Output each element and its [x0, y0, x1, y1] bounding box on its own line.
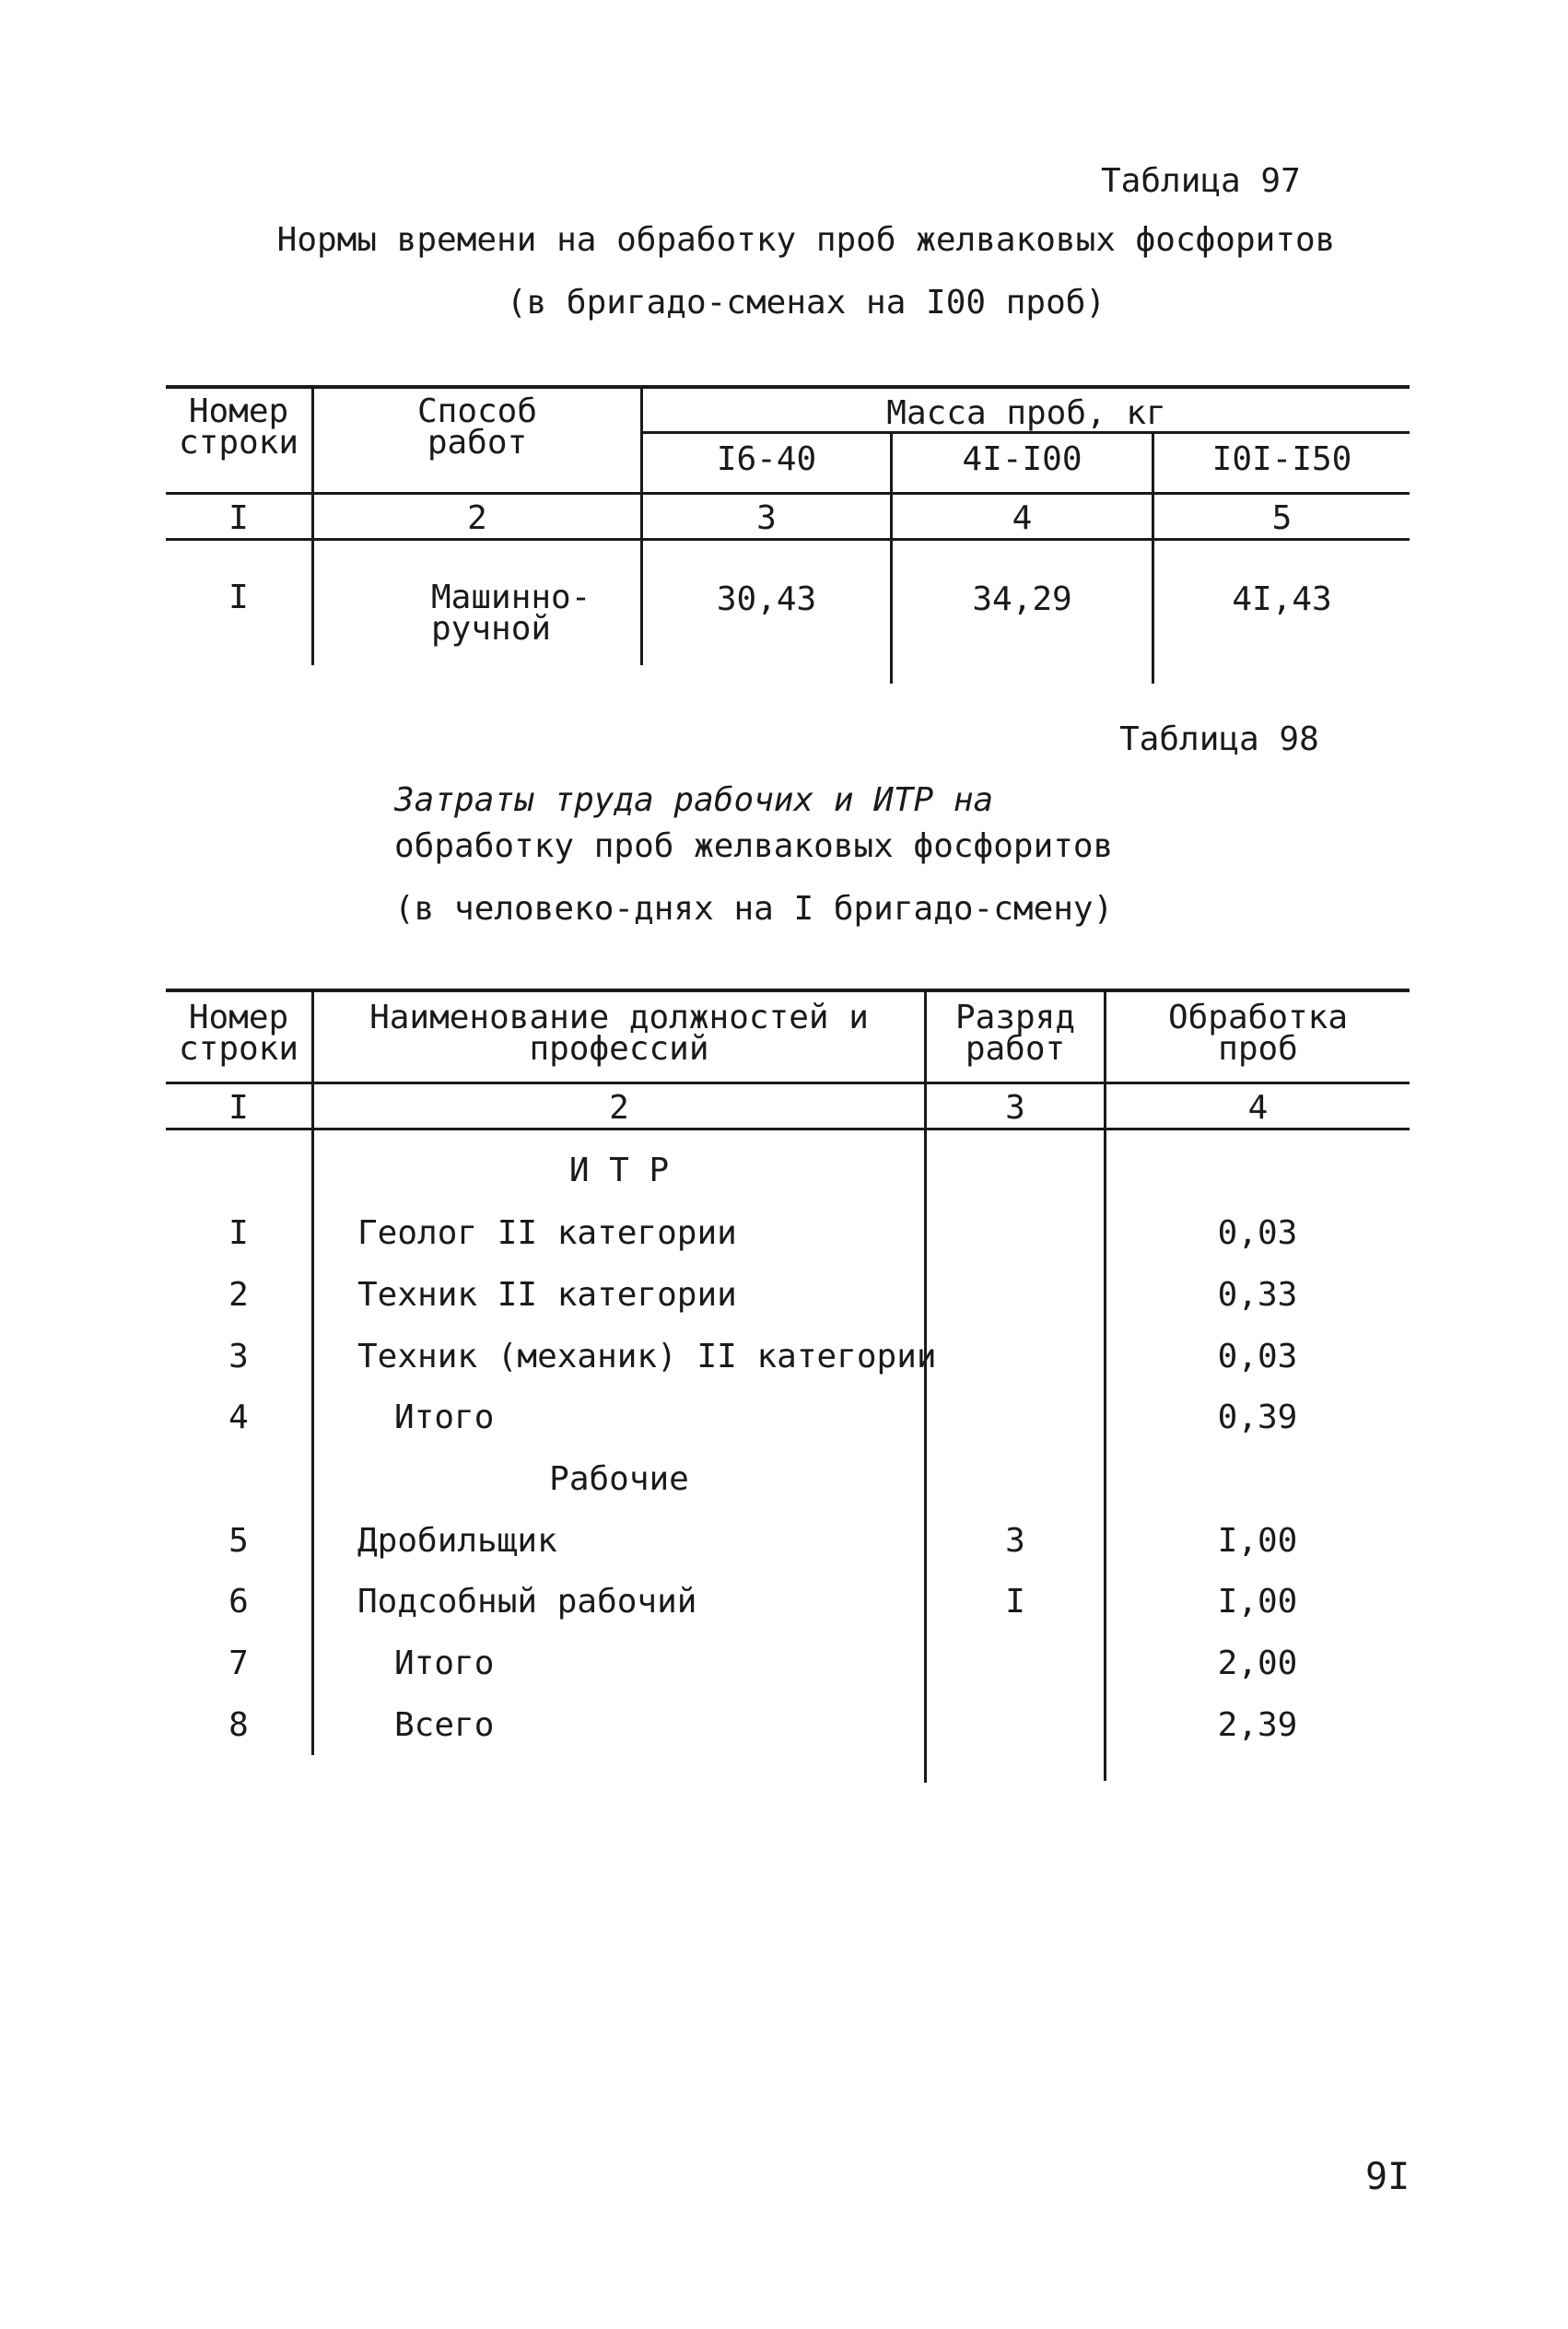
colnum-4: 4	[1247, 1089, 1269, 1127]
row-value: I,00	[1217, 1522, 1298, 1560]
row-name: Техник (механик) II категории	[357, 1338, 937, 1375]
row-number: 8	[228, 1706, 249, 1744]
rule-colnums	[166, 538, 1410, 541]
header-grade: Разряд работ	[954, 999, 1076, 1068]
row-name: Итого	[394, 1399, 495, 1436]
row-value: I,00	[1217, 1583, 1298, 1621]
header-row-no: Номер строки	[178, 392, 299, 462]
header-range-1: I6-40	[716, 440, 817, 478]
colnum-2: 2	[467, 499, 487, 537]
row-value: 0,03	[1217, 1338, 1298, 1375]
row-number: 2	[228, 1276, 249, 1314]
row-value: 0,33	[1217, 1276, 1298, 1314]
value-101-150: 4I,43	[1232, 580, 1332, 618]
row-name: Геолог II категории	[357, 1214, 737, 1252]
row-number: 4	[228, 1399, 249, 1436]
colnum-2: 2	[609, 1089, 629, 1127]
row-number: I	[228, 579, 249, 616]
page-number: 9I	[1365, 2156, 1410, 2198]
row-name: Всего	[394, 1706, 495, 1744]
row-name: Подсобный рабочий	[357, 1583, 697, 1621]
colnum-1: I	[228, 499, 249, 537]
table-98-subtitle: (в человеко-днях на I бригадо-смену)	[394, 890, 1114, 928]
table-97-title: Нормы времени на обработку проб желваковых фосфоритов	[276, 221, 1336, 259]
table-97-label: Таблица 97	[1101, 162, 1301, 200]
row-number: 3	[228, 1338, 249, 1375]
table-98-title-line2: обработку проб желваковых фосфоритов	[394, 827, 1114, 865]
row-name: Дробильщик	[357, 1522, 557, 1560]
rule-top	[166, 385, 1410, 389]
header-method: Способ работ	[416, 392, 538, 462]
header-range-3: I0I-I50	[1211, 440, 1352, 478]
colnum-5: 5	[1271, 499, 1293, 537]
rule-header	[166, 1082, 1410, 1084]
section-itr: И Т Р	[568, 1152, 670, 1189]
row-value: 0,03	[1217, 1214, 1298, 1252]
value-16-40: 30,43	[716, 580, 817, 618]
colnum-1: I	[228, 1089, 249, 1127]
rule-colnums	[166, 1128, 1410, 1130]
row-grade: I	[1005, 1583, 1025, 1621]
section-workers: Рабочие	[549, 1460, 689, 1498]
row-number: 7	[228, 1644, 249, 1682]
row-value: 2,39	[1217, 1706, 1298, 1744]
row-value: 2,00	[1217, 1644, 1298, 1682]
row-number: 5	[228, 1522, 249, 1560]
row-number: 6	[228, 1583, 249, 1621]
colnum-4: 4	[1012, 499, 1033, 537]
header-row-no: Номер строки	[178, 999, 299, 1068]
header-range-2: 4I-I00	[962, 440, 1082, 478]
row-value: 0,39	[1217, 1399, 1298, 1436]
table-97-subtitle: (в бригадо-сменах на I00 проб)	[506, 284, 1106, 322]
colnum-3: 3	[756, 499, 777, 537]
header-mass: Масса проб, кг	[886, 394, 1166, 432]
table-98-title-line1: Затраты труда рабочих и ИТР на	[394, 781, 994, 819]
row-method: Машинно- ручной	[431, 579, 591, 648]
rule-header	[166, 492, 1410, 495]
value-41-100: 34,29	[972, 580, 1072, 618]
row-grade: 3	[1005, 1522, 1025, 1560]
table-98-label: Таблица 98	[1119, 720, 1319, 758]
header-processing: Обработка проб	[1167, 999, 1349, 1068]
row-number: I	[228, 1214, 249, 1252]
row-name: Техник II категории	[357, 1276, 737, 1314]
rule-top	[166, 989, 1410, 992]
colnum-3: 3	[1005, 1089, 1025, 1127]
header-position-name: Наименование должностей и профессий	[369, 999, 869, 1068]
row-name: Итого	[394, 1644, 495, 1682]
